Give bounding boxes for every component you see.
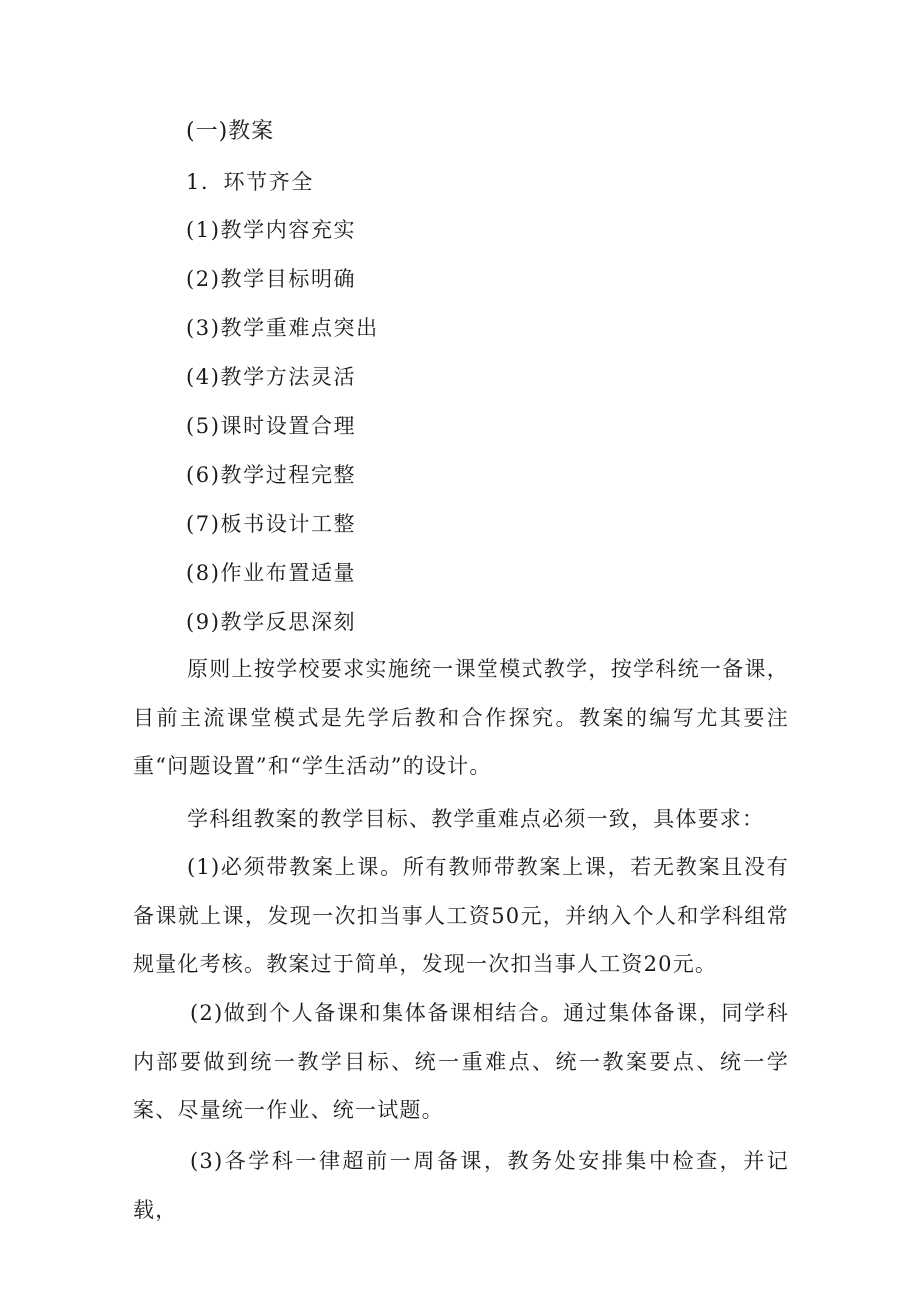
list-item: (6)教学过程完整 bbox=[186, 463, 357, 487]
subsection-heading: 1．环节齐全 bbox=[186, 170, 314, 194]
paragraph-requirement-1: (1)必须带教案上课。所有教师带教案上课，若无教案且没有备课就上课，发现一次扣当事人工资50元，并纳入个人和学科组常规量化考核。教案过于简单，发现一次扣当事人工资20元。 bbox=[133, 855, 789, 976]
list-item: (3)教学重难点突出 bbox=[186, 316, 379, 340]
paragraph-mode: 原则上按学校要求实施统一课堂模式教学，按学科统一备课，目前主流课堂模式是先学后教和合作探究。教案的编写尤其要注重“问题设置”和“学生活动”的设计。 bbox=[133, 657, 789, 778]
paragraph-requirement-3: (3)各学科一律超前一周备课，教务处安排集中检查，并记载， bbox=[133, 1149, 789, 1222]
list-item: (5)课时设置合理 bbox=[186, 414, 357, 438]
list-item: (1)教学内容充实 bbox=[186, 218, 357, 242]
list-item: (8)作业布置适量 bbox=[186, 561, 357, 585]
section-heading: (一)教案 bbox=[186, 119, 275, 144]
list-item: (7)板书设计工整 bbox=[186, 512, 357, 536]
list-item: (2)教学目标明确 bbox=[186, 267, 357, 291]
paragraph-requirement-2: (2)做到个人备课和集体备课相结合。通过集体备课，同学科内部要做到统一教学目标、统一重难点、统一教案要点、统一学案、尽量统一作业、统一试题。 bbox=[133, 1001, 789, 1122]
list-item: (4)教学方法灵活 bbox=[186, 365, 357, 389]
paragraph-requirements: 学科组教案的教学目标、教学重难点必须一致，具体要求： bbox=[187, 807, 765, 831]
list-item: (9)教学反思深刻 bbox=[186, 610, 357, 634]
